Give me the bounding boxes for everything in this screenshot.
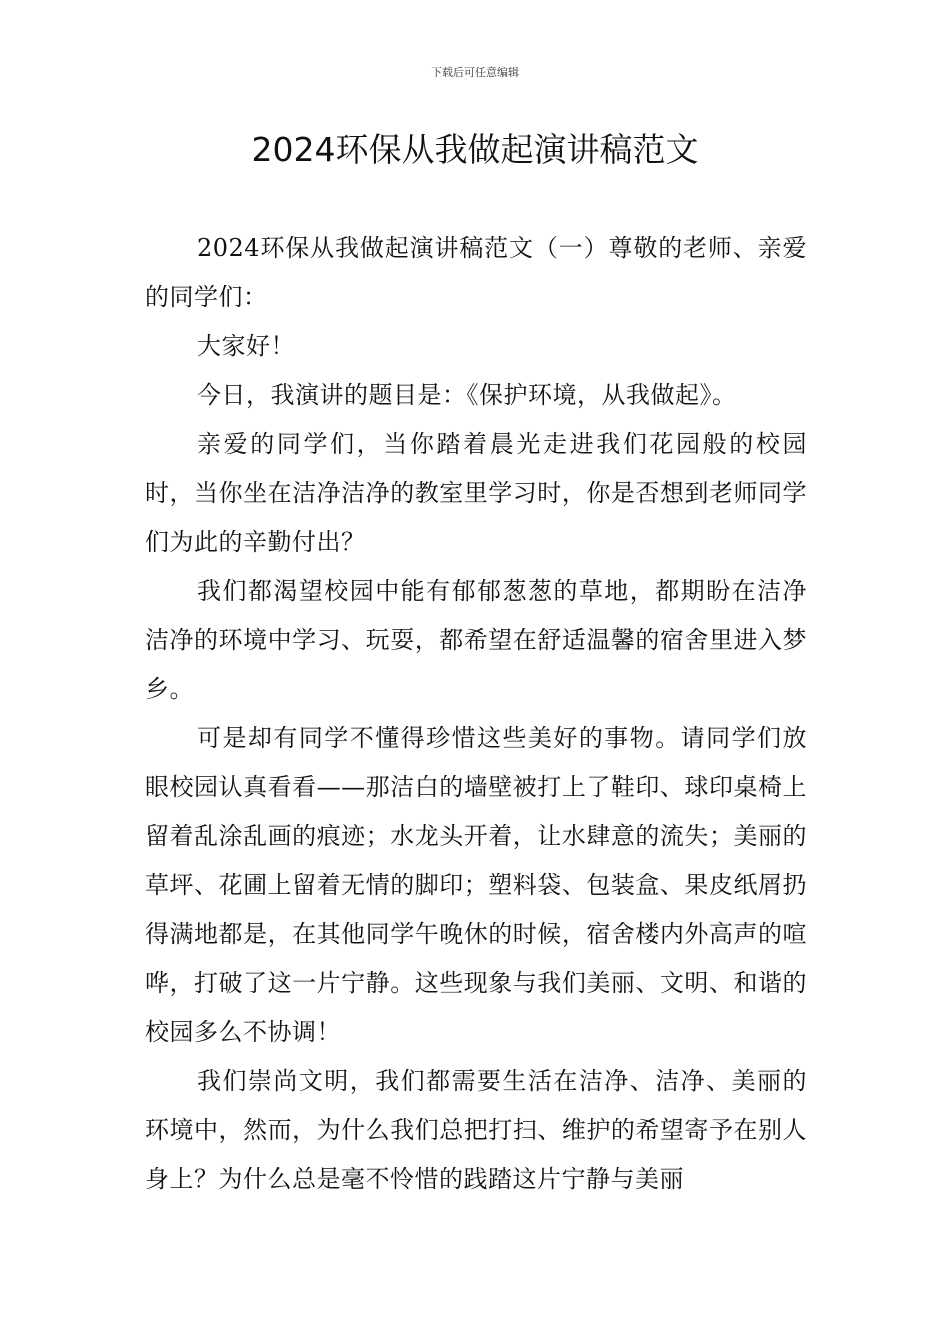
paragraph: 可是却有同学不懂得珍惜这些美好的事物。请同学们放眼校园认真看看——那洁白的墙壁被打上了鞋印、球印桌椅上留着乱涂乱画的痕迹；水龙头开着，让水肆意的流失；美丽的草坪、花圃上留着无情的脚印；塑料袋、包装盒、果皮纸屑扔得满地都是，在其他同学午晚休的时候，宿舍楼内外高声的喧哗，打破了这一片宁静。这些现象与我们美丽、文明、和谐的校园多么不协调！ bbox=[145, 724, 807, 1046]
paragraph: 大家好！ bbox=[197, 332, 295, 360]
paragraph: 亲爱的同学们，当你踏着晨光走进我们花园般的校园时，当你坐在洁净洁净的教室里学习时，你是否想到老师同学们为此的辛勤付出？ bbox=[145, 430, 807, 556]
paragraph: 今日，我演讲的题目是：《保护环境，从我做起》。 bbox=[197, 381, 737, 409]
document-title: 2024环保从我做起演讲稿范文 bbox=[251, 130, 699, 169]
header-note: 下载后可任意编辑 bbox=[431, 66, 519, 79]
paragraph: 我们都渴望校园中能有郁郁葱葱的草地，都期盼在洁净洁净的环境中学习、玩耍，都希望在舒适温馨的宿舍里进入梦乡。 bbox=[145, 577, 807, 703]
paragraph: 2024环保从我做起演讲稿范文（一）尊敬的老师、亲爱的同学们： bbox=[145, 234, 807, 311]
paragraph: 我们崇尚文明，我们都需要生活在洁净、洁净、美丽的环境中，然而，为什么我们总把打扫、维护的希望寄予在别人身上？为什么总是毫不怜惜的践踏这片宁静与美丽 bbox=[145, 1067, 807, 1193]
document-body bbox=[145, 224, 807, 1204]
